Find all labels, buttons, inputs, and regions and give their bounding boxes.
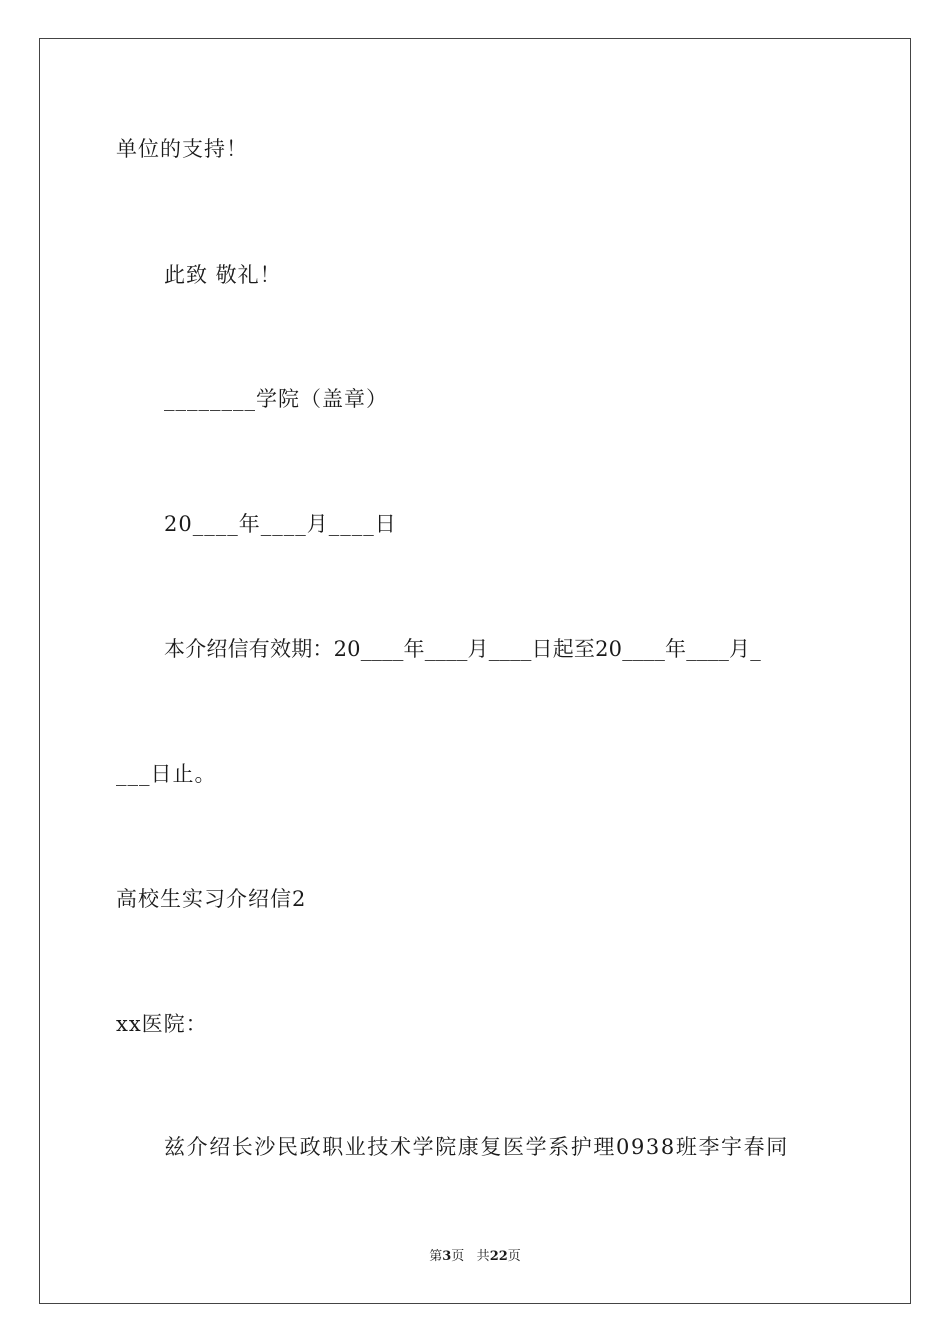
footer-page-prefix: 第 [429, 1249, 443, 1264]
footer-total-prefix: 共 [476, 1249, 490, 1264]
footer-page-suffix: 页 [451, 1249, 465, 1264]
text-line-closing: 单位的支持！ [116, 137, 248, 161]
text-line-validity-end: ___日止。 [116, 762, 217, 786]
section-heading: 高校生实习介绍信2 [116, 887, 307, 911]
text-line-recipient: xx医院： [116, 1012, 208, 1036]
page-border [39, 38, 911, 1304]
text-line-seal: ________学院（盖章） [164, 387, 388, 411]
footer-page-number: 3 [442, 1249, 452, 1264]
text-line-salutation: 此致 敬礼！ [164, 263, 282, 287]
text-line-date: 20____年____月____日 [164, 512, 397, 536]
footer-total-pages: 22 [489, 1249, 508, 1264]
footer-total-suffix: 页 [507, 1249, 521, 1264]
text-line-validity: 本介绍信有效期：20____年____月____日起至20____年____月_ [164, 637, 761, 661]
text-line-body: 兹介绍长沙民政职业技术学院康复医学系护理0938班李宇春同 [164, 1135, 789, 1159]
page-footer [0, 1248, 950, 1266]
